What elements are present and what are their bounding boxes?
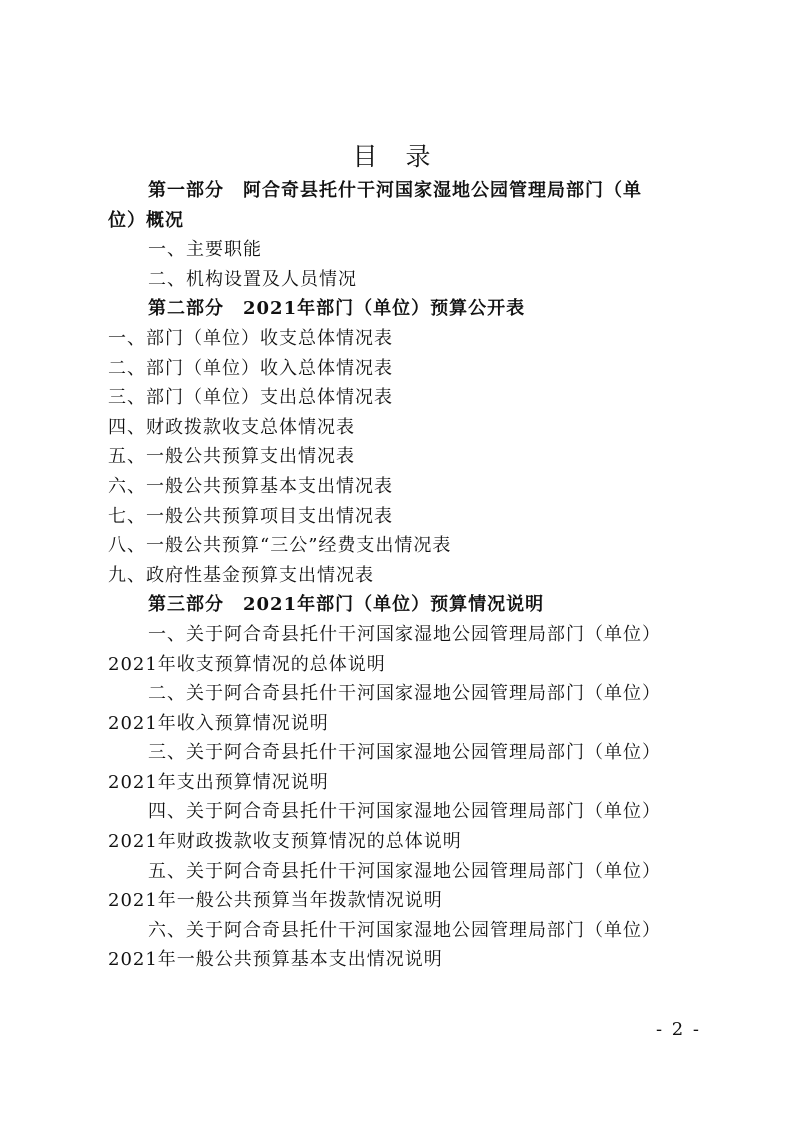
toc-item-line2: 2021年收入预算情况说明 xyxy=(108,712,329,734)
toc-item-line2: 2021年财政拨款收支预算情况的总体说明 xyxy=(108,831,462,853)
toc-item-line1: 三、关于阿合奇县托什干河国家湿地公园管理局部门（单位） xyxy=(148,742,661,764)
toc-item: 三、部门（单位）支出总体情况表 xyxy=(108,387,393,409)
toc-item-line2: 2021年收支预算情况的总体说明 xyxy=(108,653,386,675)
toc-item-line1: 一、关于阿合奇县托什干河国家湿地公园管理局部门（单位） xyxy=(148,623,661,645)
toc-item: 一、部门（单位）收支总体情况表 xyxy=(108,327,393,349)
part1-heading-line2: 位）概况 xyxy=(108,209,184,231)
toc-item-line1: 二、关于阿合奇县托什干河国家湿地公园管理局部门（单位） xyxy=(148,683,661,705)
toc-item: 二、机构设置及人员情况 xyxy=(148,268,357,290)
toc-item-line2: 2021年一般公共预算基本支出情况说明 xyxy=(108,949,443,971)
part2-heading: 第二部分 2021年部门（单位）预算公开表 xyxy=(148,298,526,320)
toc-title: 目 录 xyxy=(352,142,441,171)
page-number: - 2 - xyxy=(655,1019,701,1040)
toc-item-line2: 2021年支出预算情况说明 xyxy=(108,771,329,793)
toc-item: 七、一般公共预算项目支出情况表 xyxy=(108,505,393,527)
table-of-contents xyxy=(108,176,698,975)
part3-heading: 第三部分 2021年部门（单位）预算情况说明 xyxy=(148,594,545,616)
part1-heading-line1: 第一部分 阿合奇县托什干河国家湿地公园管理局部门（单 xyxy=(148,180,642,201)
toc-item-line2: 2021年一般公共预算当年拨款情况说明 xyxy=(108,890,443,912)
toc-item: 六、一般公共预算基本支出情况表 xyxy=(108,475,393,497)
toc-item-line1: 五、关于阿合奇县托什干河国家湿地公园管理局部门（单位） xyxy=(148,860,661,882)
toc-item: 二、部门（单位）收入总体情况表 xyxy=(108,357,393,379)
toc-item: 九、政府性基金预算支出情况表 xyxy=(108,564,374,586)
toc-item-line1: 六、关于阿合奇县托什干河国家湿地公园管理局部门（单位） xyxy=(148,919,661,941)
toc-item: 八、一般公共预算“三公”经费支出情况表 xyxy=(108,535,452,557)
toc-item: 一、主要职能 xyxy=(148,239,262,261)
toc-item: 四、财政拨款收支总体情况表 xyxy=(108,416,355,438)
toc-item: 五、一般公共预算支出情况表 xyxy=(108,446,355,468)
toc-item-line1: 四、关于阿合奇县托什干河国家湿地公园管理局部门（单位） xyxy=(148,801,661,823)
